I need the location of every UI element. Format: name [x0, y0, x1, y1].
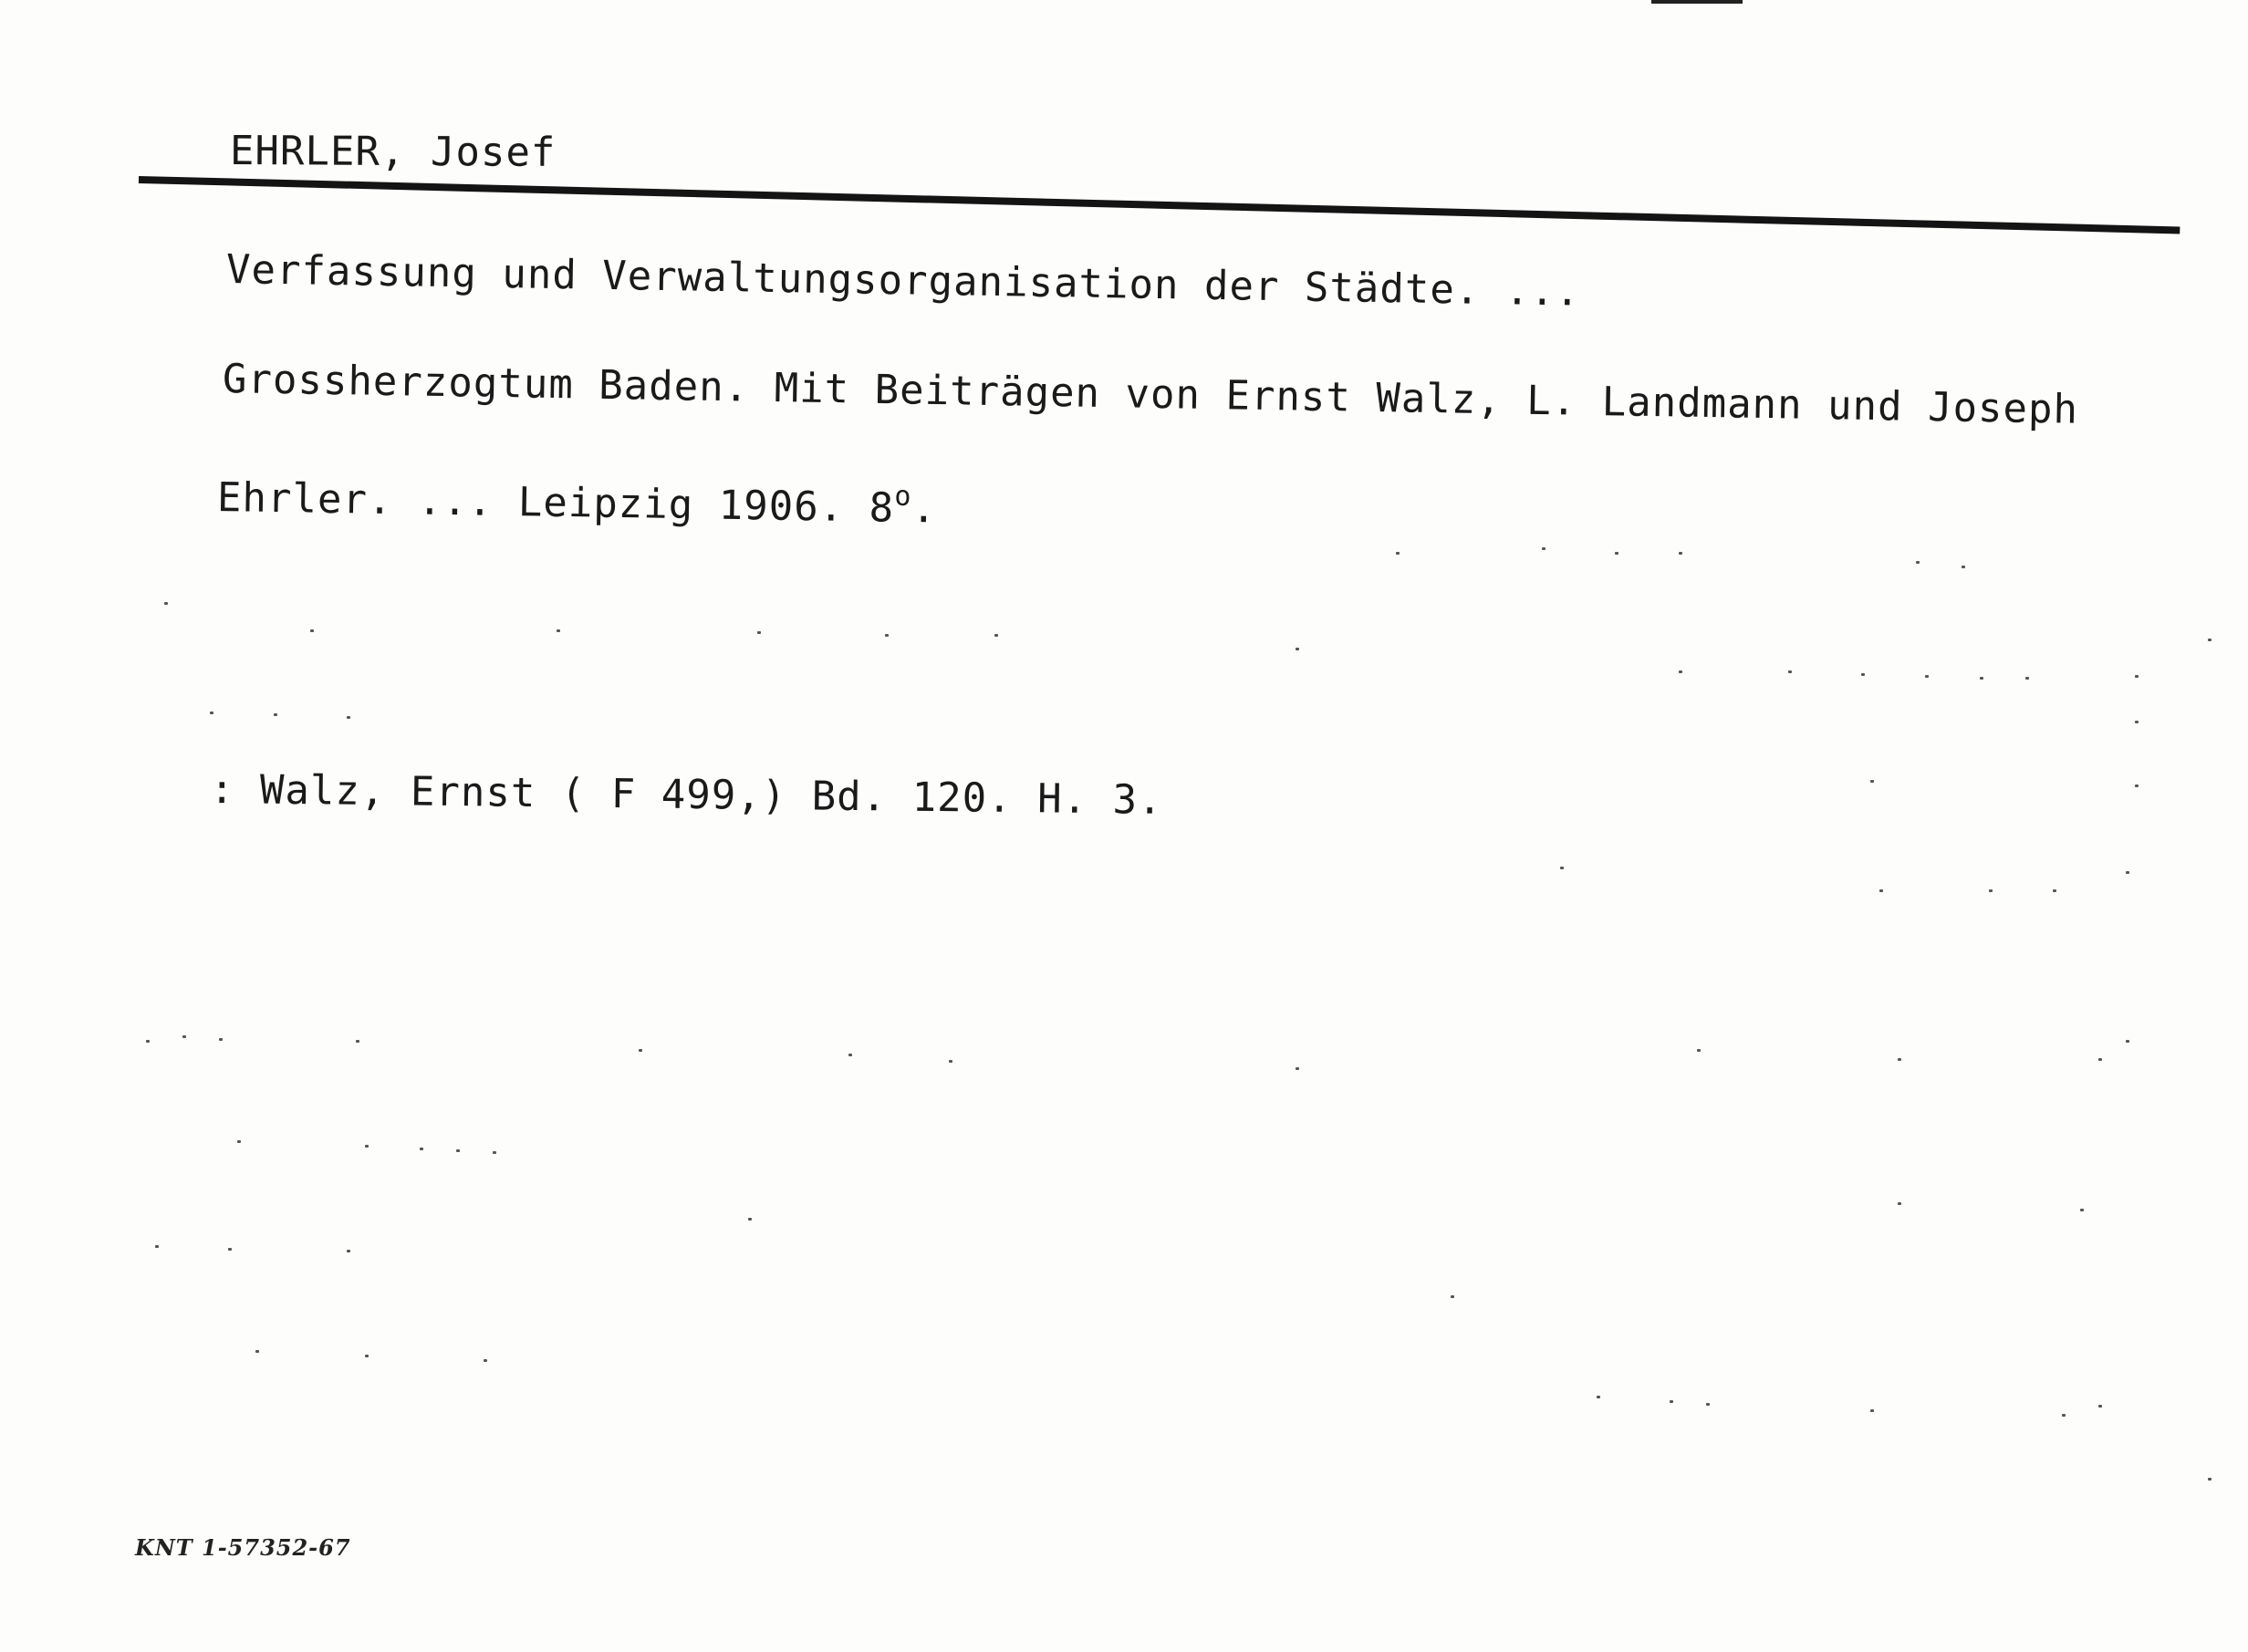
- scan-speck: [420, 1148, 423, 1150]
- scan-speck: [1296, 648, 1299, 650]
- scan-speck: [164, 602, 168, 605]
- scan-speck: [356, 1040, 359, 1043]
- heading-rule: [139, 176, 2180, 234]
- card-print-code: KNT 1-57352-67: [135, 1534, 351, 1561]
- scan-speck: [2126, 1040, 2129, 1043]
- scan-speck: [1679, 670, 1682, 673]
- scan-speck: [1615, 552, 1618, 555]
- scan-speck: [1962, 566, 1965, 568]
- scan-speck: [365, 1145, 369, 1148]
- scan-speck: [2062, 1414, 2066, 1417]
- scan-speck: [2080, 1209, 2084, 1211]
- scan-speck: [2126, 871, 2129, 874]
- scan-speck: [182, 1035, 186, 1038]
- scan-speck: [2208, 639, 2212, 641]
- scan-speck: [1296, 1067, 1299, 1070]
- scan-speck: [365, 1355, 369, 1357]
- scan-speck: [1925, 675, 1929, 678]
- scan-speck: [994, 634, 998, 637]
- scan-speck: [1396, 552, 1400, 555]
- scan-speck: [1916, 561, 1920, 564]
- scan-speck: [219, 1038, 223, 1041]
- scan-speck: [639, 1049, 642, 1052]
- scan-speck: [1679, 552, 1682, 555]
- scan-speck: [1597, 1396, 1600, 1398]
- scan-speck: [848, 1054, 852, 1056]
- scan-speck: [1788, 670, 1792, 673]
- scan-speck: [1898, 1202, 1901, 1205]
- scan-speck: [2025, 677, 2029, 680]
- scan-speck: [237, 1140, 241, 1143]
- scan-speck: [1980, 677, 1983, 680]
- scan-speck: [347, 716, 350, 719]
- scan-speck: [310, 629, 314, 632]
- scan-speck: [484, 1359, 487, 1362]
- title-line-1: Verfassung und Verwaltungsorganisation der Städte. ...: [225, 246, 1581, 316]
- top-edge-mark: [1651, 0, 1743, 4]
- scan-speck: [2135, 721, 2139, 723]
- scan-speck: [255, 1350, 259, 1353]
- scan-speck: [155, 1245, 159, 1248]
- scan-speck: [2053, 889, 2056, 892]
- scan-speck: [2098, 1058, 2102, 1061]
- scan-speck: [757, 631, 761, 634]
- final-period: .: [911, 484, 938, 533]
- scan-speck: [1861, 673, 1865, 676]
- scan-speck: [1706, 1403, 1710, 1406]
- scan-speck: [146, 1040, 150, 1043]
- scan-speck: [2098, 1405, 2102, 1408]
- scan-speck: [1670, 1400, 1673, 1403]
- scan-speck: [228, 1248, 232, 1251]
- scan-speck: [1879, 889, 1883, 892]
- scan-speck: [1560, 867, 1564, 869]
- title-line-2: Grossherzogtum Baden. Mit Beiträgen von Ernst Walz, L. Landmann und Joseph: [222, 356, 2079, 433]
- scan-speck: [2135, 784, 2139, 787]
- author-heading: EHRLER, Josef: [229, 128, 557, 176]
- scan-speck: [748, 1218, 752, 1221]
- scan-speck: [885, 634, 889, 637]
- scan-speck: [557, 629, 560, 632]
- scan-speck: [493, 1151, 496, 1154]
- scan-speck: [347, 1250, 350, 1252]
- scan-speck: [1697, 1049, 1701, 1052]
- imprint-text: Ehrler. ... Leipzig 1906. 8: [216, 474, 895, 532]
- scan-speck: [1870, 780, 1874, 783]
- scan-speck: [456, 1149, 460, 1152]
- scan-speck: [1542, 547, 1546, 550]
- scan-speck: [210, 712, 213, 714]
- scan-speck: [2208, 1478, 2212, 1481]
- scan-speck: [2135, 675, 2139, 678]
- scan-speck: [1870, 1409, 1874, 1412]
- title-line-3: [217, 474, 938, 532]
- scan-speck: [274, 713, 277, 716]
- reference-line: : Walz, Ernst ( F 499,) Bd. 120. H. 3.: [209, 766, 1163, 824]
- scan-speck: [1989, 889, 1993, 892]
- scan-speck: [1451, 1295, 1454, 1298]
- scan-speck: [1898, 1058, 1901, 1061]
- scan-speck: [949, 1060, 952, 1063]
- degree-sign: o: [894, 480, 912, 513]
